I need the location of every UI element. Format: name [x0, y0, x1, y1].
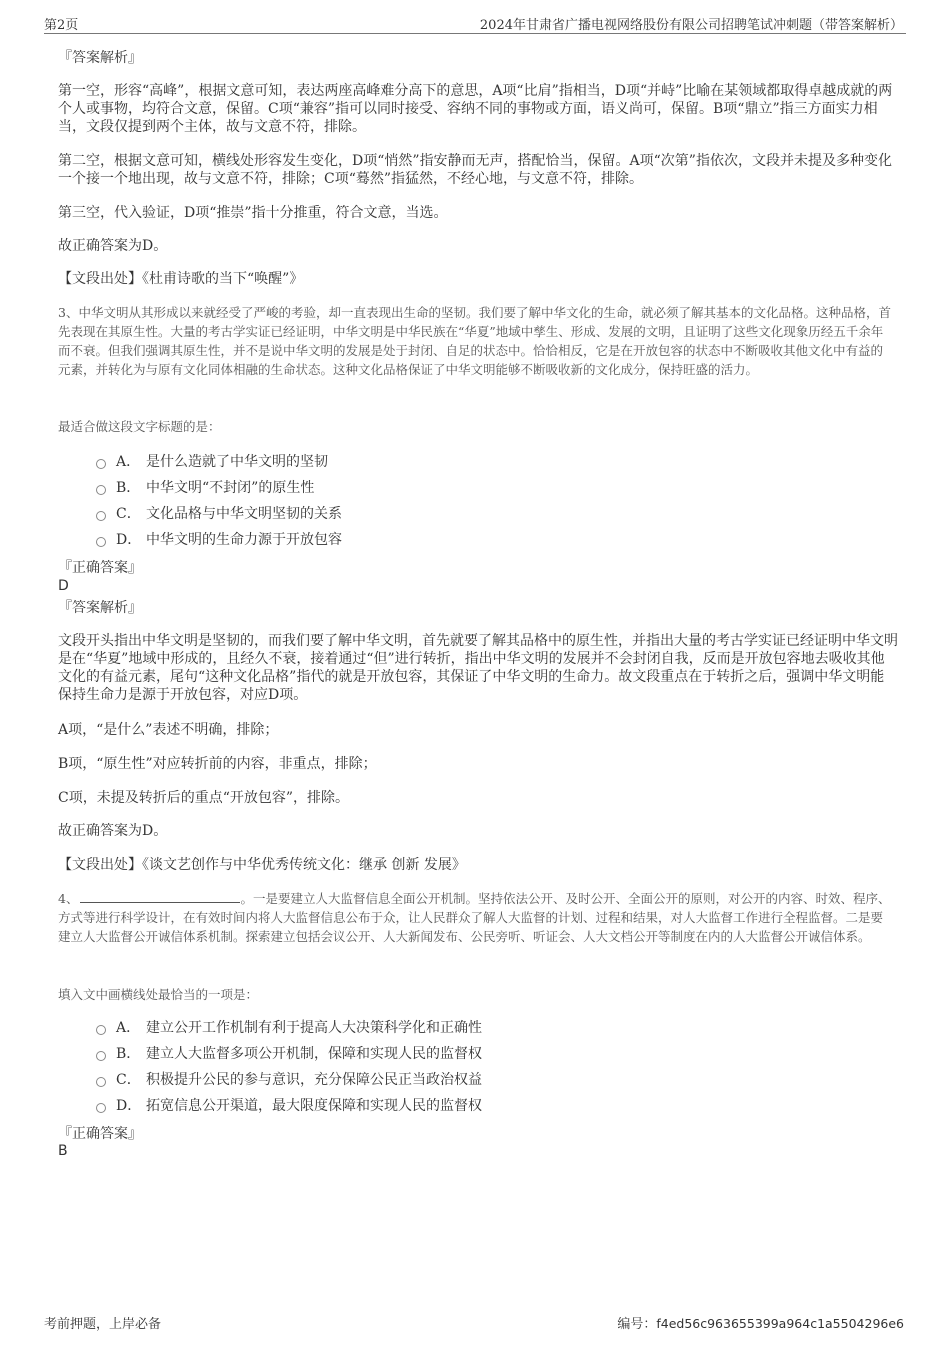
- radio-icon[interactable]: [96, 537, 106, 547]
- q2-analysis-paragraph-3: 第三空，代入验证，D项“推崇”指十分推重，符合文意，当选。: [58, 205, 448, 221]
- option-letter: C．: [116, 506, 141, 522]
- q2-analysis-paragraph-4: 故正确答案为D。: [58, 238, 168, 254]
- footer-code-label: 编号：: [617, 1317, 657, 1332]
- header-divider: [44, 33, 906, 34]
- option-letter: C．: [116, 1072, 141, 1088]
- fill-in-blank: [80, 890, 240, 903]
- q3-passage: 3、中华文明从其形成以来就经受了严峻的考验，却一直表现出生命的坚韧。我们要了解中华文化的生命，就必须了解其基本的文化品格。这种品格，首先表现在其原生性。大量的考古学实证已经证明，中华文明是中华民族在“华夏”地域中孳生、形成、发展的文明，且证明了这些文化现象历经五千余年而不衰。但我们强调其原生性，并不是说中华文明的发展是处于封闭、自足的状态中。恰恰相反，它是在开放包容的状态中不断吸收其他文化中有益的元素，并转化为与原有文化同体相融的生命状态。这种文化品格保证了中华文明能够不断吸收新的文化成分，保持旺盛的活力。: [58, 305, 891, 377]
- radio-icon[interactable]: [96, 1077, 106, 1087]
- footer-code: [617, 1313, 904, 1332]
- q3-analysis-paragraph-4: C项，未提及转折后的重点“开放包容”，排除。: [58, 790, 350, 806]
- q2-analysis-paragraph-2: 第二空，根据文意可知，横线处形容发生变化，D项“悄然”指安静而无声，搭配恰当，保留。A项“次第”指依次，文段并未提及多种变化一个接一个地出现，故与文意不符，排除；C项“蓦然”指猛然，不经心地，与文意不符，排除。: [58, 153, 892, 187]
- q3-analysis-paragraph-1: 文段开头指出中华文明是坚韧的，而我们要了解中华文明，首先就要了解其品格中的原生性，并指出大量的考古学实证已经证明中华文明是在“华夏”地域中形成的，且经久不衰，接着通过“但”进行转折，指出中华文明的发展并不会封闭自我，反而是开放包容地去吸收其他文化的有益元素，尾句“这种文化品格”指代的就是开放包容，其保证了中华文明的生命力。故文段重点在于转折之后，强调中华文明能保持生命力是源于开放包容，对应D项。: [58, 633, 898, 703]
- q3-option-d[interactable]: [96, 531, 342, 549]
- q4-passage-text: 。一是要建立人大监督信息全面公开机制。坚持依法公开、及时公开、全面公开的原则，对公开的内容、时效、程序、方式等进行科学设计，在有效时间内将人大监督信息公布于众，让人民群众了解人大监督的计划、过程和结果，对人大监督工作进行全程监督。二是要建立人大监督公开诚信体系机制。探索建立包括会议公开、人大新闻发布、公民旁听、听证会、人大文档公开等制度在内的人大监督公开诚信体系。: [58, 891, 891, 944]
- radio-icon[interactable]: [96, 1051, 106, 1061]
- q3-option-a[interactable]: [96, 453, 328, 471]
- q4-option-a[interactable]: [96, 1019, 482, 1037]
- footer-code-value: f4ed56c963655399a964c1a5504296e6: [656, 1316, 904, 1331]
- page-number: 第2页: [44, 18, 79, 33]
- q3-option-b[interactable]: [96, 479, 314, 497]
- document-title: 2024年甘肃省广播电视网络股份有限公司招聘笔试冲刺题（带答案解析）: [479, 18, 903, 33]
- option-letter: A．: [116, 454, 141, 470]
- q4-option-c[interactable]: [96, 1071, 482, 1089]
- option-text: 文化品格与中华文明坚韧的关系: [146, 506, 342, 522]
- q4-passage: [58, 889, 894, 946]
- q2-source: 【文段出处】《杜甫诗歌的当下“唤醒”》: [58, 271, 304, 287]
- q4-answer-label: 『正确答案』: [58, 1126, 142, 1142]
- q4-question: 填入文中画横线处最恰当的一项是：: [58, 987, 259, 1002]
- q4-option-d[interactable]: [96, 1097, 482, 1115]
- q3-analysis-paragraph-3: B项，“原生性”对应转折前的内容，非重点，排除；: [58, 756, 377, 772]
- q3-analysis-paragraph-2: A项，“是什么”表述不明确，排除；: [58, 722, 279, 738]
- q3-source: 【文段出处】《谈文艺创作与中华优秀传统文化：继承 创新 发展》: [58, 857, 466, 873]
- q4-answer: B: [58, 1143, 68, 1159]
- q3-answer-label: 『正确答案』: [58, 560, 142, 576]
- q2-analysis-paragraph-1: 第一空，形容“高峰”，根据文意可知，表达两座高峰难分高下的意思，A项“比肩”指相当，D项“并峙”比喻在某领域都取得卓越成就的两个人或事物，均符合文意，保留。C项“兼容”指可以同时接受、容纳不同的事物或方面，语义尚可，保留。B项“鼎立”指三方面实力相当，文段仅提到两个主体，故与文意不符，排除。: [58, 83, 893, 135]
- radio-icon[interactable]: [96, 511, 106, 521]
- q3-analysis-paragraph-5: 故正确答案为D。: [58, 823, 168, 839]
- radio-icon[interactable]: [96, 1025, 106, 1035]
- radio-icon[interactable]: [96, 1103, 106, 1113]
- option-text: 拓宽信息公开渠道，最大限度保障和实现人民的监督权: [146, 1098, 482, 1114]
- radio-icon[interactable]: [96, 485, 106, 495]
- q2-analysis-label: 『答案解析』: [58, 50, 142, 66]
- q3-analysis-label: 『答案解析』: [58, 600, 142, 616]
- option-letter: D．: [116, 532, 142, 548]
- option-text: 建立人大监督多项公开机制，保障和实现人民的监督权: [146, 1046, 482, 1062]
- option-letter: D．: [116, 1098, 142, 1114]
- q3-answer: D: [58, 578, 69, 594]
- q4-option-b[interactable]: [96, 1045, 482, 1063]
- option-letter: B．: [116, 480, 141, 496]
- q3-option-c[interactable]: [96, 505, 342, 523]
- q3-question: 最适合做这段文字标题的是：: [58, 419, 221, 434]
- radio-icon[interactable]: [96, 459, 106, 469]
- option-text: 中华文明的生命力源于开放包容: [146, 532, 342, 548]
- option-text: 建立公开工作机制有利于提高人大决策科学化和正确性: [146, 1020, 482, 1036]
- q4-number: 4、: [58, 891, 79, 906]
- option-text: 积极提升公民的参与意识，充分保障公民正当政治权益: [146, 1072, 482, 1088]
- option-letter: B．: [116, 1046, 141, 1062]
- footer-slogan: 考前押题，上岸必备: [44, 1317, 162, 1332]
- option-text: 是什么造就了中华文明的坚韧: [146, 454, 328, 470]
- option-text: 中华文明“不封闭”的原生性: [146, 480, 315, 496]
- option-letter: A．: [116, 1020, 141, 1036]
